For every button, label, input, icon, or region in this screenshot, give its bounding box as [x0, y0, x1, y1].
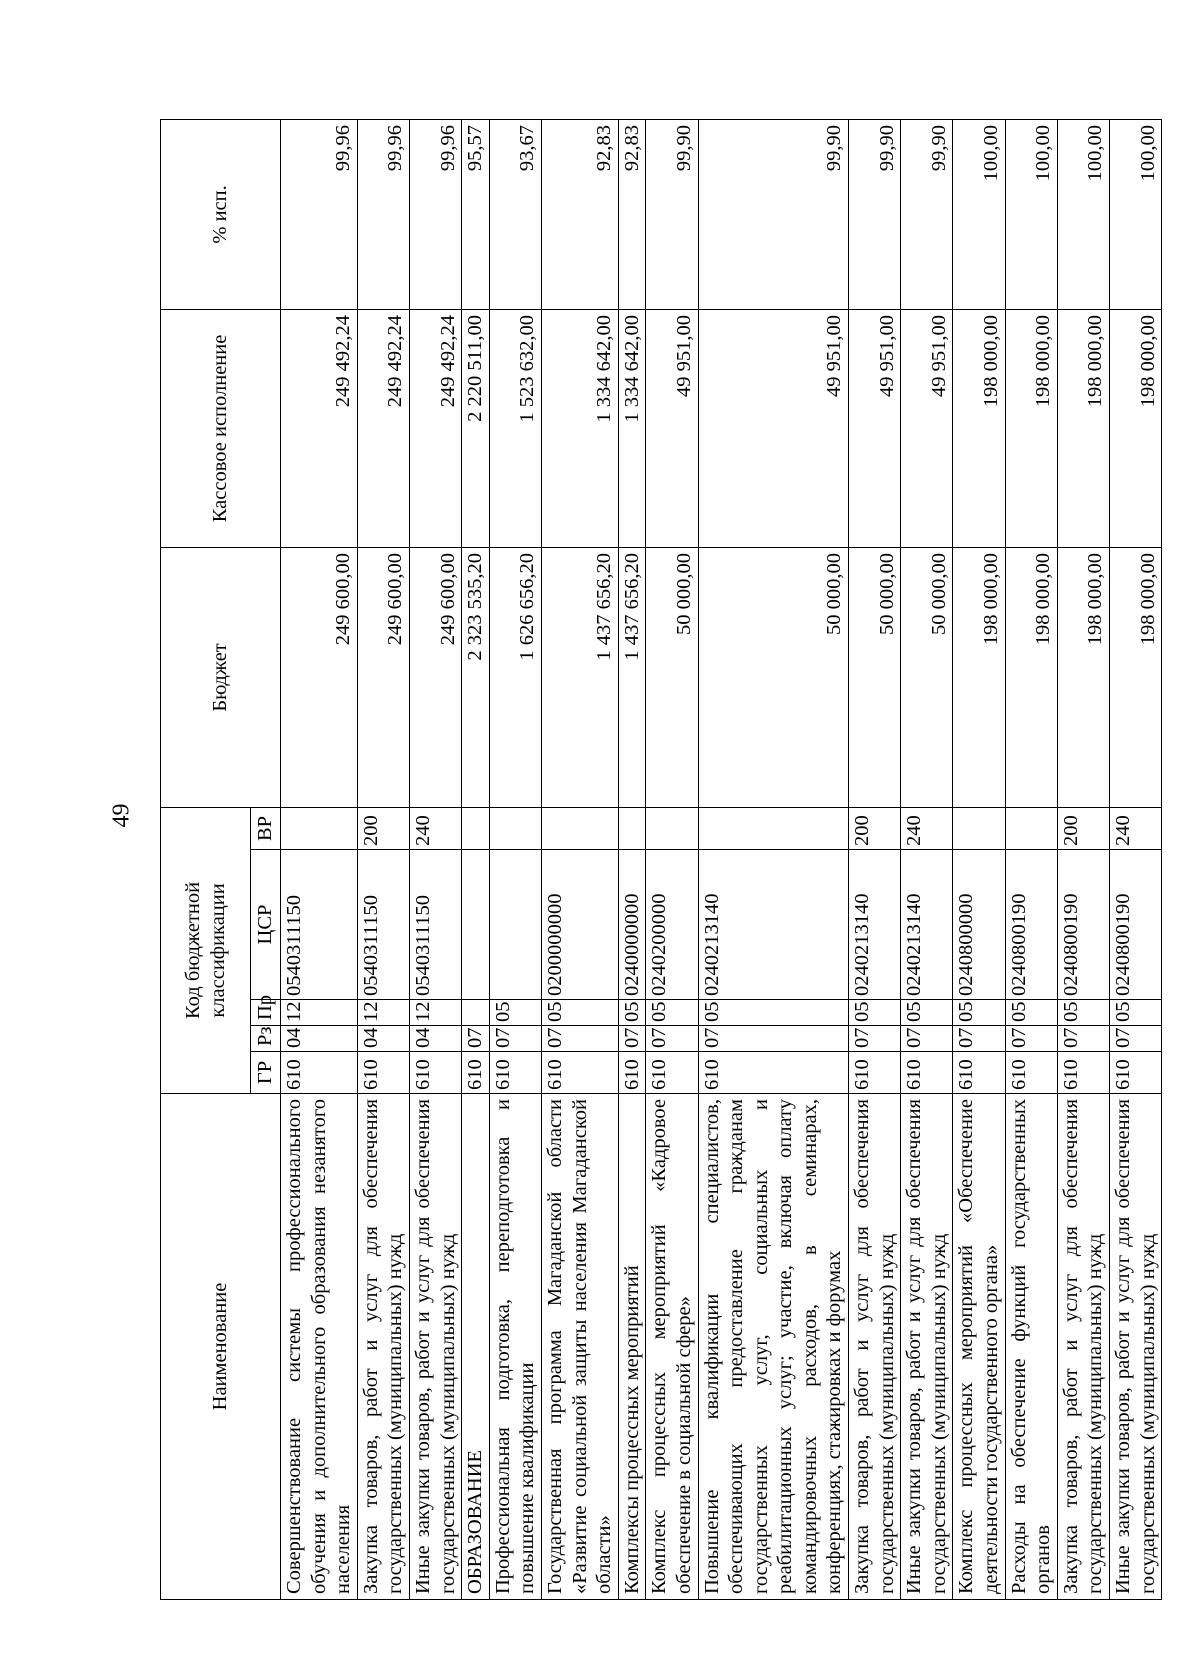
row-pr: 05	[618, 1000, 646, 1026]
row-cash: 49 951,00	[901, 309, 953, 547]
page-number: 49	[108, 803, 135, 828]
row-percent: 99,90	[646, 119, 698, 309]
row-pr: 05	[541, 1000, 618, 1026]
row-name: Совершенствование системы профессионального обучения и дополнительного образования незанятого населения	[281, 1094, 358, 1600]
row-rz: 07	[541, 1026, 618, 1052]
row-pr: 05	[901, 1000, 953, 1026]
row-name: Закупка товаров, работ и услуг для обеспечения государственных (муниципальных) нужд	[1057, 1094, 1109, 1600]
row-name: Закупка товаров, работ и услуг для обеспечения государственных (муниципальных) нужд	[849, 1094, 901, 1600]
row-gr: 610	[489, 1052, 541, 1094]
row-name: Профессиональная подготовка, переподготовка и повышение квалификации	[489, 1094, 541, 1600]
row-pr: 05	[1005, 1000, 1057, 1026]
table-row	[541, 119, 618, 1599]
row-vr	[281, 807, 358, 849]
row-percent: 95,57	[462, 119, 490, 309]
row-vr: 200	[357, 807, 409, 849]
row-gr: 610	[1005, 1052, 1057, 1094]
row-name: Повышение квалификации специалистов, обеспечивающих предоставление гражданам государственных услуг, социальных и реабилитационных услуг; участие, включая оплату командировочных расходов, в семинарах, конференциях, стажировках и форумах	[698, 1094, 849, 1600]
row-budget: 1 437 656,20	[618, 547, 646, 807]
row-vr	[489, 807, 541, 849]
header-pr: Пр	[251, 1000, 281, 1026]
header-cash: Кассовое исполнение	[161, 309, 281, 547]
row-percent: 99,90	[849, 119, 901, 309]
row-gr: 610	[698, 1052, 849, 1094]
row-pr: 05	[849, 1000, 901, 1026]
row-budget: 249 600,00	[409, 547, 461, 807]
row-percent: 99,96	[409, 119, 461, 309]
header-vr: ВР	[251, 807, 281, 849]
row-rz: 07	[462, 1026, 490, 1052]
table-row	[618, 119, 646, 1599]
row-cash: 198 000,00	[953, 309, 1005, 547]
row-csr: 0240800190	[1005, 850, 1057, 1000]
row-budget: 249 600,00	[357, 547, 409, 807]
row-budget: 50 000,00	[698, 547, 849, 807]
row-pr: 05	[1110, 1000, 1162, 1026]
row-cash: 1 334 642,00	[618, 309, 646, 547]
table-row	[901, 119, 953, 1599]
row-cash: 49 951,00	[646, 309, 698, 547]
row-gr: 610	[901, 1052, 953, 1094]
row-cash: 198 000,00	[1057, 309, 1109, 547]
row-percent: 100,00	[1110, 119, 1162, 309]
row-budget: 198 000,00	[1110, 547, 1162, 807]
row-vr	[462, 807, 490, 849]
row-rz: 07	[698, 1026, 849, 1052]
row-percent: 100,00	[1005, 119, 1057, 309]
row-name: Закупка товаров, работ и услуг для обеспечения государственных (муниципальных) нужд	[357, 1094, 409, 1600]
row-name: Иные закупки товаров, работ и услуг для обеспечения государственных (муниципальных) нужд	[1110, 1094, 1162, 1600]
row-budget: 198 000,00	[1005, 547, 1057, 807]
row-vr: 240	[1110, 807, 1162, 849]
row-csr: 0240800000	[953, 850, 1005, 1000]
row-budget: 198 000,00	[1057, 547, 1109, 807]
row-name: Иные закупки товаров, работ и услуг для обеспечения государственных (муниципальных) нужд	[901, 1094, 953, 1600]
row-csr: 0200000000	[541, 850, 618, 1000]
row-name: Комплекс процессных мероприятий «Кадровое обеспечение в социальной сфере»	[646, 1094, 698, 1600]
table-body	[281, 119, 1162, 1599]
row-vr: 200	[1057, 807, 1109, 849]
header-csr: ЦСР	[251, 850, 281, 1000]
row-cash: 1 334 642,00	[541, 309, 618, 547]
row-rz: 07	[849, 1026, 901, 1052]
row-cash: 49 951,00	[849, 309, 901, 547]
row-pr: 05	[698, 1000, 849, 1026]
row-percent: 99,96	[281, 119, 358, 309]
row-budget: 198 000,00	[953, 547, 1005, 807]
row-rz: 07	[901, 1026, 953, 1052]
row-cash: 49 951,00	[698, 309, 849, 547]
table-row	[646, 119, 698, 1599]
row-budget: 2 323 535,20	[462, 547, 490, 807]
rotated-table-container	[160, 120, 1159, 1600]
row-csr: 0240213140	[849, 850, 901, 1000]
row-rz: 07	[618, 1026, 646, 1052]
row-cash: 2 220 511,00	[462, 309, 490, 547]
row-rz: 07	[953, 1026, 1005, 1052]
row-vr	[698, 807, 849, 849]
row-cash: 249 492,24	[357, 309, 409, 547]
row-csr: 0240000000	[618, 850, 646, 1000]
row-percent: 92,83	[541, 119, 618, 309]
row-pr: 12	[281, 1000, 358, 1026]
row-rz: 07	[1057, 1026, 1109, 1052]
table-header-row	[161, 119, 251, 1599]
row-budget: 1 437 656,20	[541, 547, 618, 807]
row-rz: 04	[409, 1026, 461, 1052]
header-code-group: Код бюджетной классификации	[161, 807, 251, 1093]
row-budget: 249 600,00	[281, 547, 358, 807]
row-name: ОБРАЗОВАНИЕ	[462, 1094, 490, 1600]
header-name: Наименование	[161, 1094, 281, 1600]
row-csr: 0540311150	[281, 850, 358, 1000]
table-row	[409, 119, 461, 1599]
table-row	[953, 119, 1005, 1599]
row-csr: 0240200000	[646, 850, 698, 1000]
table-row	[1057, 119, 1109, 1599]
table-row	[357, 119, 409, 1599]
row-gr: 610	[1110, 1052, 1162, 1094]
row-gr: 610	[409, 1052, 461, 1094]
row-pr: 05	[953, 1000, 1005, 1026]
header-budget: Бюджет	[161, 547, 281, 807]
row-csr	[462, 850, 490, 1000]
row-gr: 610	[281, 1052, 358, 1094]
row-gr: 610	[462, 1052, 490, 1094]
row-csr: 0240213140	[698, 850, 849, 1000]
row-pr: 05	[1057, 1000, 1109, 1026]
row-gr: 610	[849, 1052, 901, 1094]
row-vr	[953, 807, 1005, 849]
row-percent: 99,90	[901, 119, 953, 309]
row-pr: 05	[489, 1000, 541, 1026]
row-name: Государственная программа Магаданской области «Развитие социальной защиты населения Магаданской области»	[541, 1094, 618, 1600]
table-row	[1005, 119, 1057, 1599]
row-cash: 198 000,00	[1005, 309, 1057, 547]
row-cash: 249 492,24	[281, 309, 358, 547]
table-row	[462, 119, 490, 1599]
row-name: Расходы на обеспечение функций государственных органов	[1005, 1094, 1057, 1600]
row-vr	[1005, 807, 1057, 849]
table-row	[1110, 119, 1162, 1599]
row-percent: 92,83	[618, 119, 646, 309]
row-budget: 1 626 656,20	[489, 547, 541, 807]
row-budget: 50 000,00	[849, 547, 901, 807]
row-percent: 99,96	[357, 119, 409, 309]
row-cash: 198 000,00	[1110, 309, 1162, 547]
row-pr	[462, 1000, 490, 1026]
row-vr	[541, 807, 618, 849]
row-cash: 1 523 632,00	[489, 309, 541, 547]
row-rz: 04	[357, 1026, 409, 1052]
row-csr: 0240213140	[901, 850, 953, 1000]
row-name: Комплекс процессных мероприятий «Обеспечение деятельности государственного органа»	[953, 1094, 1005, 1600]
row-budget: 50 000,00	[646, 547, 698, 807]
row-vr	[618, 807, 646, 849]
row-percent: 99,90	[698, 119, 849, 309]
row-csr: 0540311150	[409, 850, 461, 1000]
row-rz: 07	[1005, 1026, 1057, 1052]
header-rz: Рз	[251, 1026, 281, 1052]
row-vr: 240	[409, 807, 461, 849]
row-gr: 610	[646, 1052, 698, 1094]
header-gr: ГР	[251, 1052, 281, 1094]
row-csr: 0540311150	[357, 850, 409, 1000]
table-row	[489, 119, 541, 1599]
row-gr: 610	[618, 1052, 646, 1094]
row-pr: 12	[357, 1000, 409, 1026]
row-vr	[646, 807, 698, 849]
table-row	[281, 119, 358, 1599]
row-gr: 610	[357, 1052, 409, 1094]
row-rz: 07	[1110, 1026, 1162, 1052]
row-percent: 100,00	[953, 119, 1005, 309]
row-vr: 200	[849, 807, 901, 849]
row-vr: 240	[901, 807, 953, 849]
row-gr: 610	[1057, 1052, 1109, 1094]
row-rz: 04	[281, 1026, 358, 1052]
row-name: Иные закупки товаров, работ и услуг для обеспечения государственных (муниципальных) нужд	[409, 1094, 461, 1600]
row-pr: 05	[646, 1000, 698, 1026]
row-gr: 610	[953, 1052, 1005, 1094]
row-rz: 07	[489, 1026, 541, 1052]
row-pr: 12	[409, 1000, 461, 1026]
header-percent: % исп.	[161, 119, 281, 309]
row-csr: 0240800190	[1110, 850, 1162, 1000]
row-cash: 249 492,24	[409, 309, 461, 547]
row-percent: 100,00	[1057, 119, 1109, 309]
row-name: Комплексы процессных мероприятий	[618, 1094, 646, 1600]
table-row	[698, 119, 849, 1599]
budget-execution-table	[160, 119, 1162, 1600]
table-row	[849, 119, 901, 1599]
row-percent: 93,67	[489, 119, 541, 309]
row-csr	[489, 850, 541, 1000]
row-budget: 50 000,00	[901, 547, 953, 807]
row-rz: 07	[646, 1026, 698, 1052]
row-gr: 610	[541, 1052, 618, 1094]
row-csr: 0240800190	[1057, 850, 1109, 1000]
